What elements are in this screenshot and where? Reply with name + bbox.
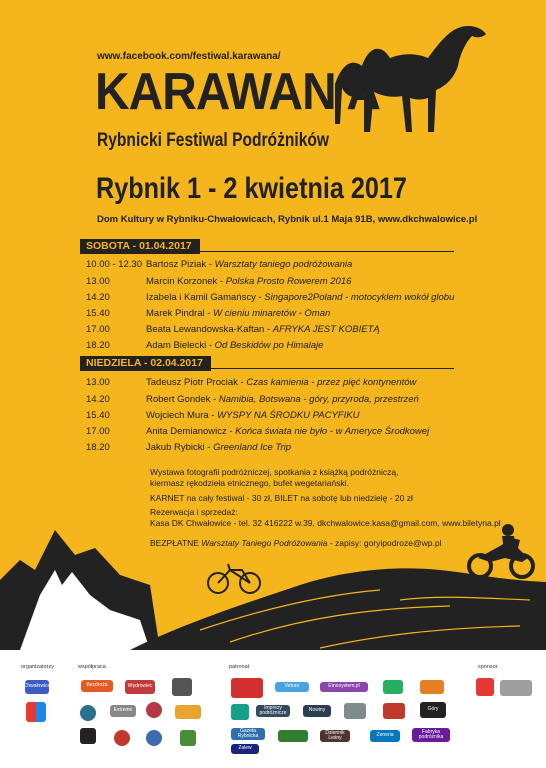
event-title: W cieniu minaretów - Oman	[213, 308, 331, 319]
event-person: Anita Demianowicz -	[146, 426, 236, 437]
logo-dziennik-lesny: Dziennik Leśny	[320, 730, 350, 742]
event-title: WYSPY NA ŚRODKU PACYFIKU	[217, 410, 360, 421]
program-row	[86, 410, 359, 422]
event-person: Bartosz Piziak -	[146, 259, 215, 270]
event-person: Marek Pindral -	[146, 308, 214, 319]
day-header-sunday	[80, 353, 454, 369]
program-row	[86, 276, 351, 288]
festival-title: KARAWAN A	[95, 63, 380, 121]
program-row	[86, 308, 330, 320]
logo-patron-5	[420, 680, 444, 694]
logo-patron-10	[383, 703, 405, 719]
program-row	[86, 324, 380, 336]
patronage-label: patronat	[229, 664, 250, 670]
event-time: 14.20	[86, 292, 110, 303]
logo-patron-9	[344, 703, 366, 719]
event-title: Warsztaty taniego podróżowania	[214, 259, 353, 270]
logo-organizer-2	[26, 702, 46, 722]
event-title: Singapore2Poland - motocyklem wokół globu	[264, 292, 455, 303]
logo-etnosystem: Etnosystem.pl	[320, 682, 368, 692]
logo-zeneria: Zeneria	[370, 730, 400, 742]
event-time: 13.00	[86, 377, 110, 388]
day-label: NIEDZIELA - 02.04.2017	[80, 356, 211, 371]
info-line: Kasa DK Chwałowice - tel. 32 416222 w.39, dkchwalowice.kasa@gmail.com, www.biletyna.pl	[150, 518, 501, 528]
logo-cooperation-11	[180, 730, 196, 746]
logo-zalew: Zalew	[231, 744, 259, 754]
info-line: Rezerwacja i sprzedaż:	[150, 507, 238, 517]
logo-cooperation-10	[146, 730, 162, 746]
festival-subtitle: Rybnicki Festiwal Podróżników	[97, 130, 330, 151]
info-free-suffix: - zapisy: goryipodroze@wp.pl	[327, 538, 442, 548]
logo-cooperation-7	[175, 705, 201, 719]
program-row	[86, 259, 352, 271]
program-row	[86, 394, 419, 406]
event-title: Końca świata nie było - w Ameryce Środkowej	[235, 426, 430, 437]
program-row	[86, 442, 291, 454]
event-person: Robert Gondek -	[146, 394, 219, 405]
venue-line: Dom Kultury w Rybniku-Chwałowicach, Rybnik ul.1 Maja 91B, www.dkchwalowice.pl	[97, 214, 478, 225]
organizers-label: organizatorzy	[21, 664, 55, 670]
day-header-saturday	[80, 236, 454, 252]
event-title: Greenland Ice Trip	[213, 442, 292, 453]
event-person: Wojciech Mura -	[146, 410, 218, 421]
logo-cooperation-8	[80, 728, 96, 744]
event-time: 18.20	[86, 340, 110, 351]
cooperation-label: współpraca	[78, 664, 106, 670]
logo-imprezy: Imprezy podróżnicze	[256, 705, 290, 717]
logo-cooperation-3	[172, 678, 192, 696]
event-title: Czas kamienia - przez pięć kontynentów	[246, 377, 417, 388]
logo-patron-6	[231, 704, 249, 720]
mountains-illustration	[0, 500, 546, 650]
event-title: Od Beskidów po Himalaje	[214, 340, 324, 351]
program-row	[86, 377, 416, 389]
logo-fabryka: Fabryka podróżnika	[412, 728, 450, 742]
logo-nowiny: Nowiny	[303, 705, 331, 717]
event-person: Jakub Rybicki -	[146, 442, 214, 453]
logo-bezdroza: Bezdroża	[81, 680, 113, 692]
event-time: 17.00	[86, 324, 110, 335]
event-person: Izabela i Kamil Gamańscy -	[146, 292, 265, 303]
logo-patron-4	[383, 680, 403, 694]
sponsor-label: sponsor	[478, 664, 498, 670]
event-time: 15.40	[86, 308, 110, 319]
facebook-url: www.facebook.com/festiwal.karawana/	[97, 51, 281, 62]
event-time: 10.00 - 12.30	[86, 259, 142, 270]
info-free-prefix: BEZPŁATNE	[150, 538, 202, 548]
logo-wedrowiec: Wędrowiec	[125, 680, 155, 694]
event-person: Adam Bielecki -	[146, 340, 215, 351]
festival-dates: Rybnik 1 - 2 kwietnia 2017	[96, 172, 407, 205]
event-person: Tadeusz Piotr Prociak -	[146, 377, 247, 388]
info-line: KARNET na cały festiwal - 30 zł, BILET na sobotę lub niedzielę - 20 zł	[150, 493, 413, 503]
event-person: Marcin Korzonek -	[146, 276, 226, 287]
info-free-italic: Warsztaty Taniego Podróżowania	[201, 538, 328, 548]
event-person: Beata Lewandowska-Kaftan -	[146, 324, 273, 335]
logo-chwalowice: Chwałowice	[25, 680, 49, 694]
logo-gazeta-rybnicka: Gazeta Rybnicka	[231, 728, 265, 740]
logo-patron-12	[278, 730, 308, 742]
program-row	[86, 292, 454, 304]
event-time: 17.00	[86, 426, 110, 437]
info-line: Wystawa fotografii podróżniczej, spotkania z książką podróżniczą,	[150, 467, 399, 477]
logo-veturo: Veturo	[275, 682, 309, 692]
event-time: 13.00	[86, 276, 110, 287]
logo-sponsor-1	[476, 678, 494, 696]
logo-cooperation-9	[114, 730, 130, 746]
sponsors-section	[0, 650, 546, 768]
logo-gory: Góry	[420, 702, 446, 718]
event-time: 18.20	[86, 442, 110, 453]
day-label: SOBOTA - 01.04.2017	[80, 239, 200, 254]
logo-extreme: Extreme	[110, 705, 136, 717]
event-title: AFRYKA JEST KOBIETĄ	[272, 324, 380, 335]
event-title: Polska Prosto Rowerem 2016	[225, 276, 352, 287]
program-row	[86, 426, 429, 438]
logo-cooperation-4	[80, 705, 96, 721]
event-time: 14.20	[86, 394, 110, 405]
logo-em	[231, 678, 263, 698]
info-line: kiermasz rękodzieła etnicznego, bufet wegetariański.	[150, 478, 349, 488]
program-row	[86, 340, 323, 352]
logo-cooperation-6	[146, 702, 162, 718]
logo-sponsor-2	[500, 680, 532, 696]
event-title: Namibia, Botswana - góry, przyroda, przestrzeń	[218, 394, 419, 405]
event-time: 15.40	[86, 410, 110, 421]
